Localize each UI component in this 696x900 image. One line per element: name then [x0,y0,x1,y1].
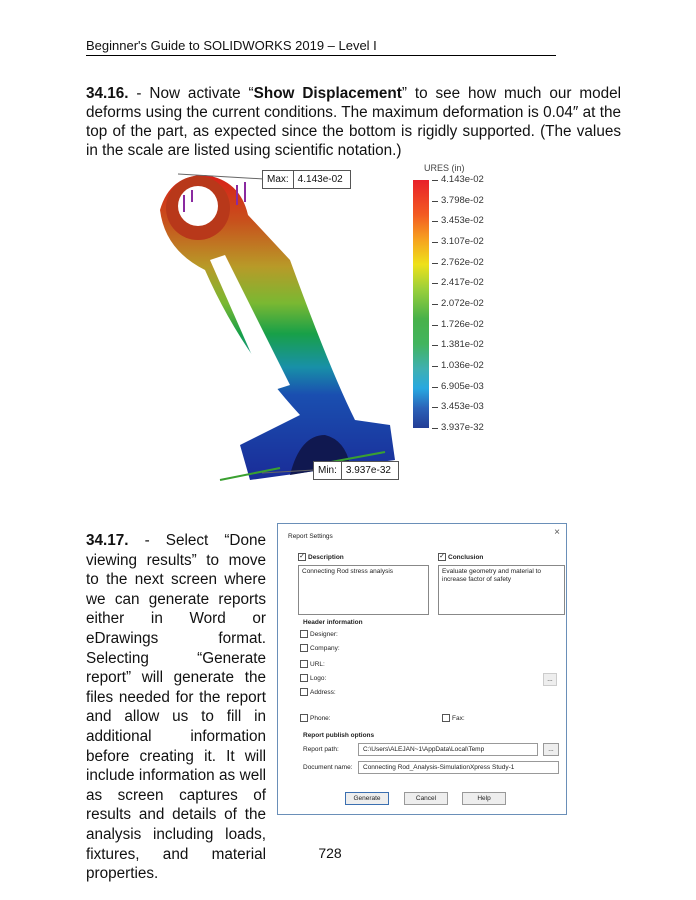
close-icon[interactable]: × [554,527,560,538]
publish-options-heading: Report publish options [303,732,375,739]
generate-button[interactable]: Generate [345,792,389,805]
step-text: ” to see how much our model deforms using the current conditions. The maximum deformation is 0.04″ at the top of the part, as expected since the bottom is rigidly supported. (The values in the scale are listed using scientific notation.) [86,85,621,159]
address-checkbox[interactable] [300,688,336,698]
legend-label: 4.143e-02 [441,174,484,185]
fax-checkbox[interactable] [442,714,465,724]
conclusion-label: Conclusion [448,554,484,561]
legend-tick [432,428,438,429]
legend-label: 3.798e-02 [441,194,484,206]
legend-tick [432,387,438,388]
legend-title: URES (in) [424,163,465,173]
running-header: Beginner's Guide to SOLIDWORKS 2019 – Level I [86,38,377,53]
step-text: - Select “Done viewing results” to move to the next screen where we can generate reports either in Word or eDrawings format. Selecting “Generate report” will generate the files needed for the report and allow us to fill in additional information before creating it. It will include information as well as screen captures of results and details of the analysis including loads, fixtures, and material properties. [86,532,266,883]
url-checkbox[interactable] [300,660,325,670]
help-button[interactable]: Help [462,792,506,805]
min-callout [313,461,399,480]
report-path-browse-button[interactable]: ... [543,743,559,756]
dialog-title: Report Settings [288,533,333,540]
legend-label: 3.107e-02 [441,236,484,247]
legend-label: 2.417e-02 [441,277,484,289]
legend-tick [432,304,438,305]
description-label: Description [308,554,344,561]
document-name-input[interactable]: Connecting Rod_Analysis-SimulationXpress Study-1 [358,761,559,774]
legend-label: 1.381e-02 [441,339,484,351]
logo-checkbox[interactable] [300,674,326,684]
legend-label: 3.453e-03 [441,401,484,413]
legend-label: 3.453e-02 [441,215,484,227]
legend-label: 6.905e-03 [441,380,484,392]
legend-tick [432,366,438,367]
color-scale-bar [413,180,429,428]
document-name-label: Document name: [303,764,353,771]
designer-checkbox[interactable] [300,630,338,640]
field-label: Address: [310,689,336,696]
report-path-input[interactable]: C:\Users\ALEJAN~1\AppData\Local\Temp [358,743,538,756]
step-number: 34.16. [86,85,129,102]
field-label: Logo: [310,675,327,682]
header-info-heading: Header information [303,619,363,626]
legend-tick [432,345,438,346]
field-label: Phone: [310,715,331,722]
conclusion-checkbox[interactable] [438,553,483,563]
legend-tick [432,263,438,264]
legend-tick [432,283,438,284]
max-label: Max: [267,174,289,185]
checkmark-icon: ✓ [299,553,305,561]
min-label: Min: [318,465,337,476]
legend-tick [432,201,438,202]
max-callout [262,170,351,189]
field-label: Fax: [452,715,465,722]
company-checkbox[interactable] [300,644,340,654]
legend-tick [432,242,438,243]
logo-browse-button[interactable]: ... [543,673,557,686]
field-label: URL: [310,661,325,668]
legend-tick [432,325,438,326]
legend-tick [432,180,438,181]
page-number: 728 [318,845,342,861]
field-label: Designer: [310,631,338,638]
legend-tick [432,407,438,408]
description-checkbox[interactable] [298,553,344,563]
step-bold: Show Displacement [253,85,402,102]
legend-tick [432,221,438,222]
step-34-17 [86,531,266,884]
step-number: 34.17. [86,532,129,549]
step-34-16 [86,84,621,160]
report-path-label: Report path: [303,746,339,753]
description-textarea[interactable]: Connecting Rod stress analysis [298,565,429,615]
legend-label: 2.072e-02 [441,298,484,309]
checkmark-icon: ✓ [439,553,445,561]
legend-label: 1.726e-02 [441,318,484,330]
max-value: 4.143e-02 [293,171,350,188]
conclusion-textarea[interactable]: Evaluate geometry and material to increase factor of safety [438,565,565,615]
field-label: Company: [310,645,340,652]
connecting-rod-model [140,170,410,500]
min-value: 3.937e-32 [341,462,398,479]
cancel-button[interactable]: Cancel [404,792,448,805]
phone-checkbox[interactable] [300,714,331,724]
legend-label: 3.937e-32 [441,422,484,433]
legend-label: 2.762e-02 [441,256,484,268]
step-text: - Now activate “ [128,85,254,102]
report-settings-dialog [277,523,567,815]
header-rule [86,55,556,56]
legend-label: 1.036e-02 [441,360,484,371]
